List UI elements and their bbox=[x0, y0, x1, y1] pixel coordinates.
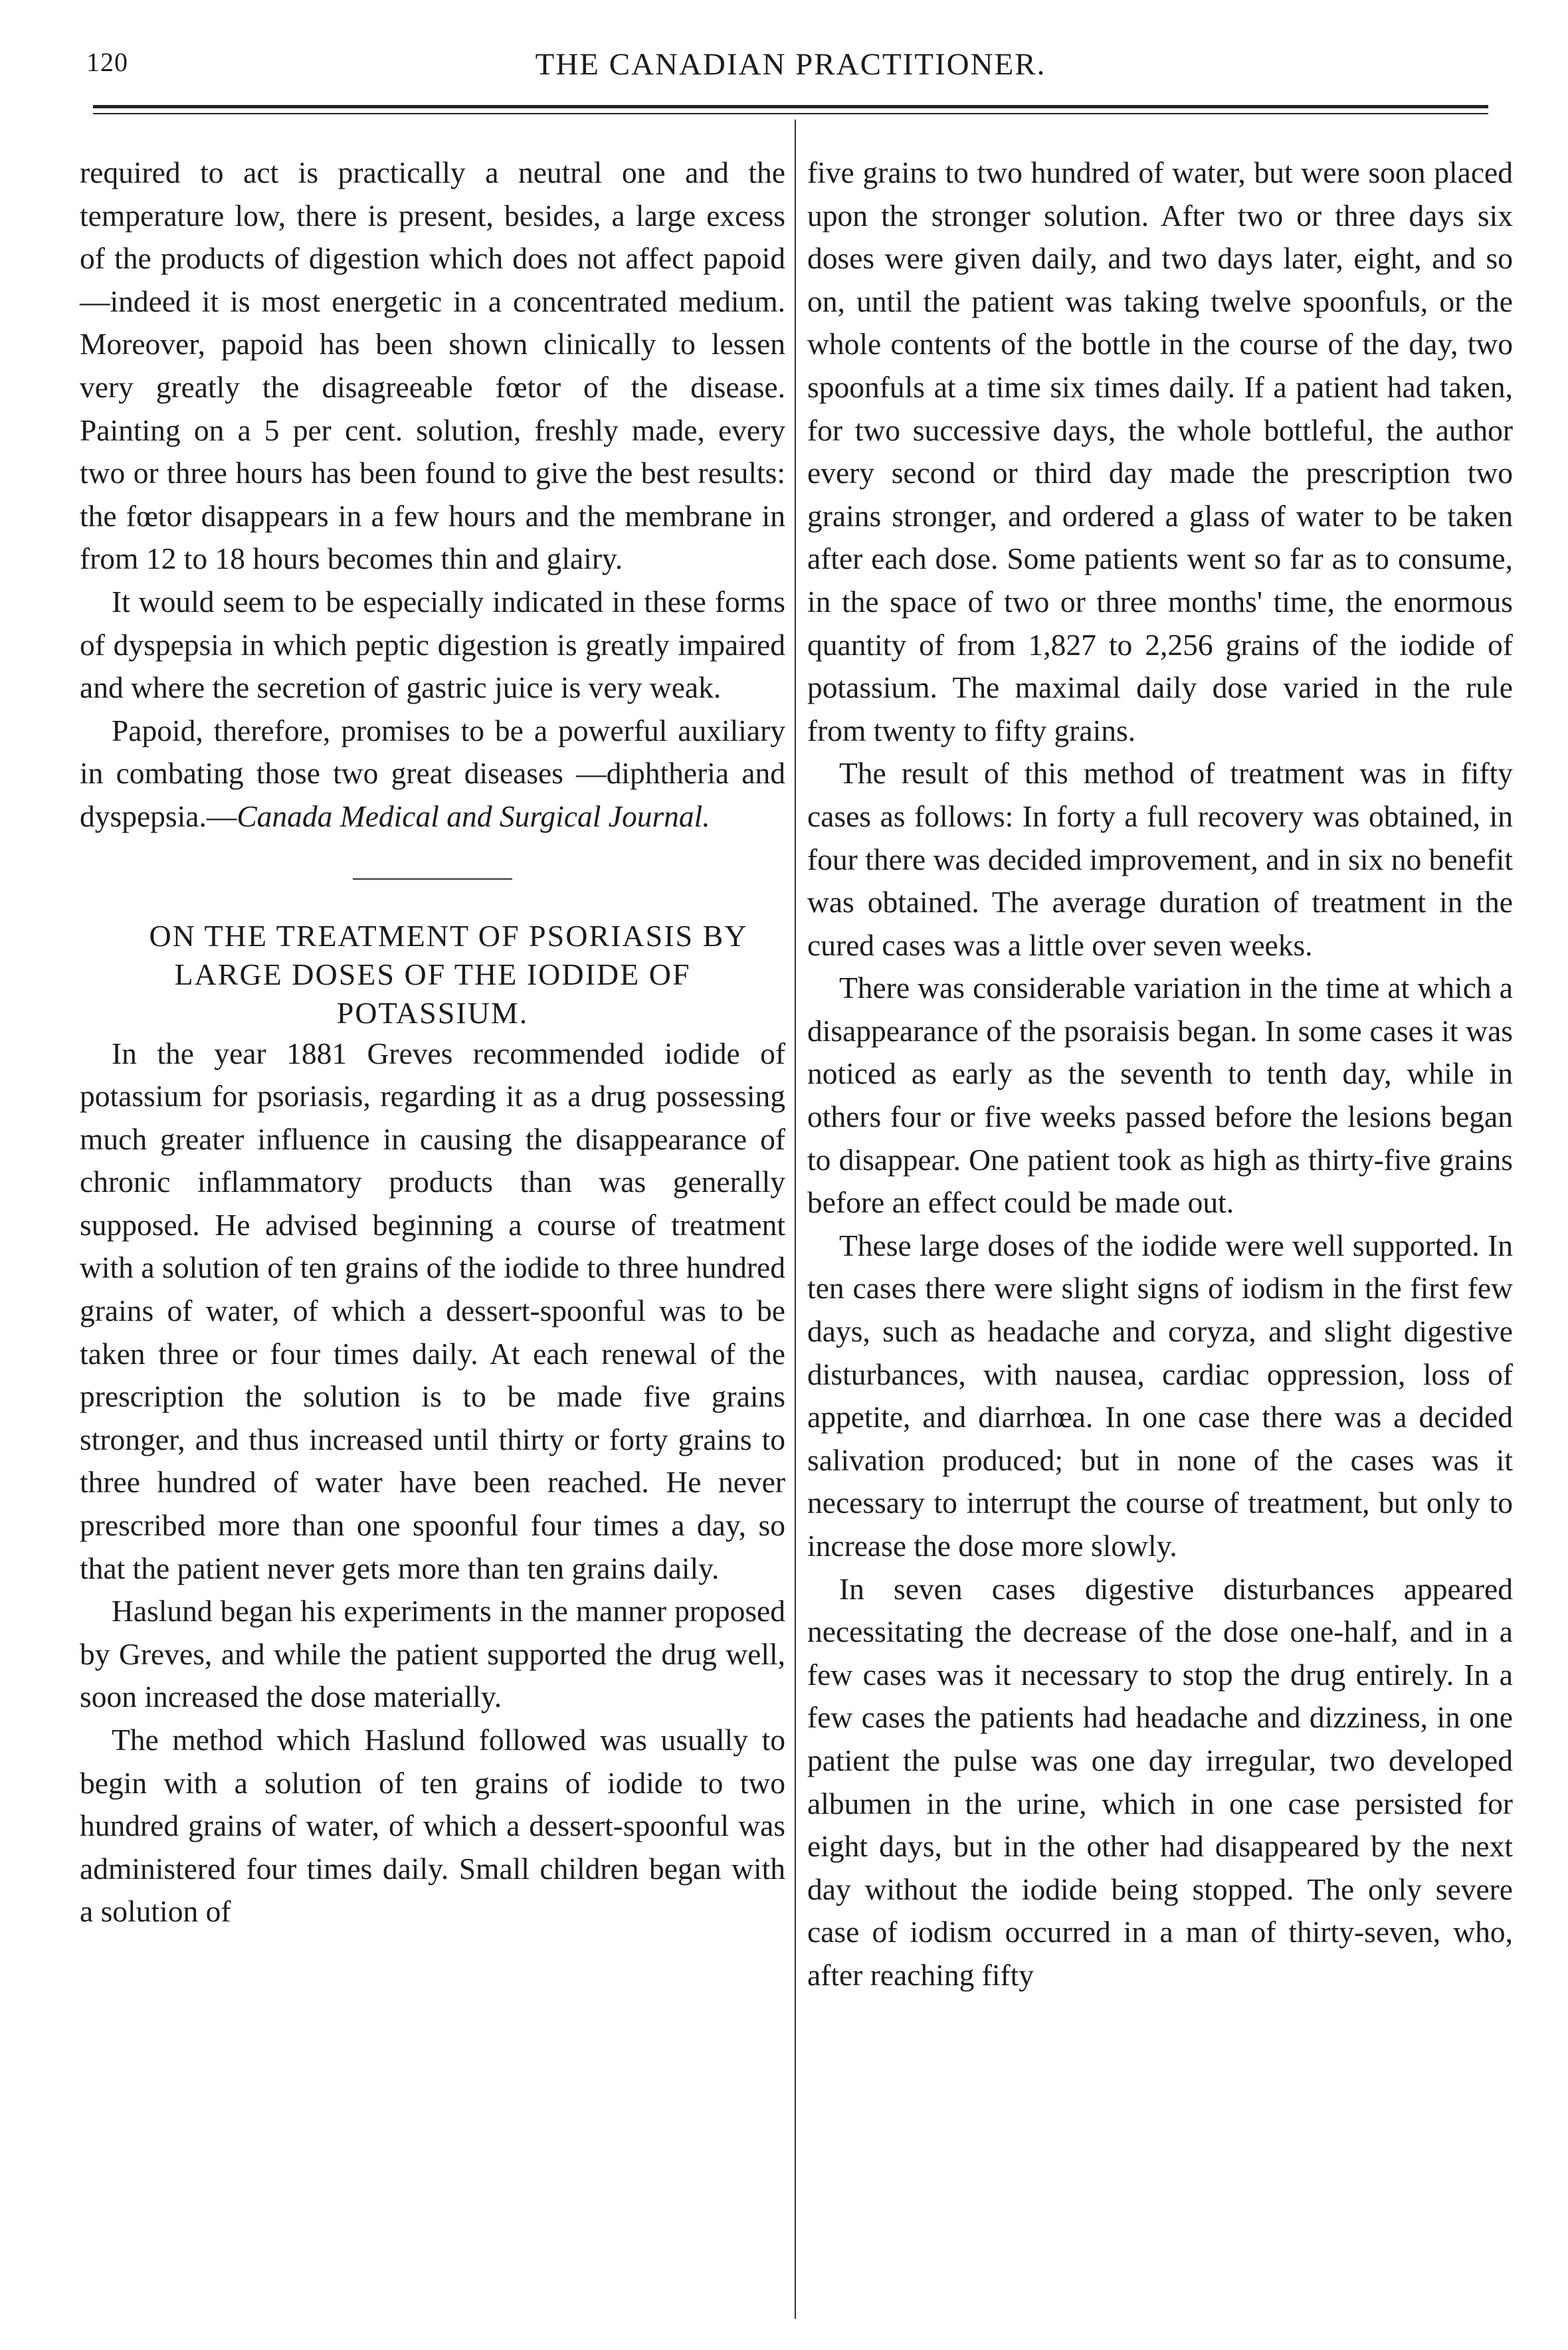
paragraph: These large doses of the iodide were well supported. In ten cases there were slight signs of iodism in the first few days, such as headache and coryza, and slight digestive disturbances, with nausea, cardiac oppression, loss of appetite, and diarrhœa. In one case there was a decided salivation produced; but in none of the cases was it necessary to interrupt the course of treatment, but only to increase the dose more slowly. bbox=[807, 1228, 1513, 1563]
running-head: THE CANADIAN PRACTITIONER. bbox=[535, 47, 1046, 82]
article-title: ON THE TREATMENT OF PSORIASIS BY LARGE DOSES OF THE IODIDE OF POTASSIUM. bbox=[149, 918, 748, 1030]
column-divider bbox=[795, 120, 796, 2319]
paragraph: In seven cases digestive disturbances appeared necessitating the decrease of the dose one-half, and in a few cases was it necessary to stop the drug entirely. In a few cases the patients had headache and dizziness, in one patient the pulse was one day irregular, two developed albumen in the urine, which in one case persisted for eight days, but in the other had disappeared by the next day without the iodide being stopped. The only severe case of iodism occurred in a man of thirty-seven, who, after reaching fifty bbox=[807, 1571, 1513, 1992]
header-rule-thin bbox=[93, 113, 1488, 114]
paragraph: Haslund began his experiments in the manner proposed by Greves, and while the patient supported the drug well, soon increased the dose materially. bbox=[80, 1594, 785, 1714]
paragraph bbox=[80, 710, 785, 838]
paragraph-text: Papoid, therefore, promises to be a powerful auxiliary in combating those two great diseases —diphtheria and dyspepsia.— bbox=[80, 713, 785, 833]
source-citation: Canada Medical and Surgical Journal. bbox=[237, 799, 710, 833]
left-column bbox=[80, 151, 785, 1933]
header-rule bbox=[93, 105, 1488, 108]
paragraph: There was considerable variation in the time at which a disappearance of the psoraisis began. In some cases it was noticed as early as the seventh to tenth day, while in others four or five weeks passed before the lesions began to disappear. One patient took as high as thirty-five grains before an effect could be made out. bbox=[807, 971, 1513, 1220]
right-column bbox=[807, 151, 1513, 1997]
page-number: 120 bbox=[86, 47, 128, 77]
paragraph: In the year 1881 Greves recommended iodide of potassium for psoriasis, regarding it as a drug possessing much greater influence in causing the disappearance of chronic inflammatory products than was generally supposed. He advised beginning a course of treatment with a solution of ten grains of the iodide to three hundred grains of water, of which a dessert-spoonful was to be taken three or four times daily. At each renewal of the prescription the solution is to be made five grains stronger, and thus increased until thirty or forty grains to three hundred of water have been reached. He never prescribed more than one spoonful four times a day, so that the patient never gets more than ten grains daily. bbox=[80, 1036, 785, 1585]
section-divider bbox=[353, 878, 512, 880]
paragraph: required to act is practically a neutral one and the temperature low, there is present, besides, a large excess of the products of digestion which does not affect papoid—indeed it is most energetic in a concentrated medium. Moreover, papoid has been shown clinically to lessen very greatly the disagreeable fœtor of the disease. Painting on a 5 per cent. solution, freshly made, every two or three hours has been found to give the best results: the fœtor disappears in a few hours and the membrane in from 12 to 18 hours becomes thin and glairy. bbox=[80, 155, 785, 576]
paragraph: The method which Haslund followed was usually to begin with a solution of ten grains of iodide to two hundred grains of water, of which a dessert-spoonful was administered four times daily. Small children began with a solution of bbox=[80, 1723, 785, 1929]
page-header bbox=[86, 47, 1495, 86]
paragraph: five grains to two hundred of water, but were soon placed upon the stronger solution. After two or three days six doses were given daily, and two days later, eight, and so on, until the patient was taking twelve spoonfuls, or the whole contents of the bottle in the course of the day, two spoonfuls at a time six times daily. If a patient had taken, for two successive days, the whole bottleful, the author every second or third day made the prescription two grains stronger, and ordered a glass of water to be taken after each dose. Some patients went so far as to consume, in the space of two or three months' time, the enormous quantity of from 1,827 to 2,256 grains of the iodide of potassium. The maximal daily dose varied in the rule from twenty to fifty grains. bbox=[807, 155, 1513, 747]
paragraph: It would seem to be especially indicated in these forms of dyspepsia in which peptic digestion is greatly impaired and where the secretion of gastric juice is very weak. bbox=[80, 584, 785, 705]
paragraph: The result of this method of treatment was in fifty cases as follows: In forty a full recovery was obtained, in four there was decided improvement, and in six no benefit was obtained. The average duration of treatment in the cured cases was a little over seven weeks. bbox=[807, 756, 1513, 962]
